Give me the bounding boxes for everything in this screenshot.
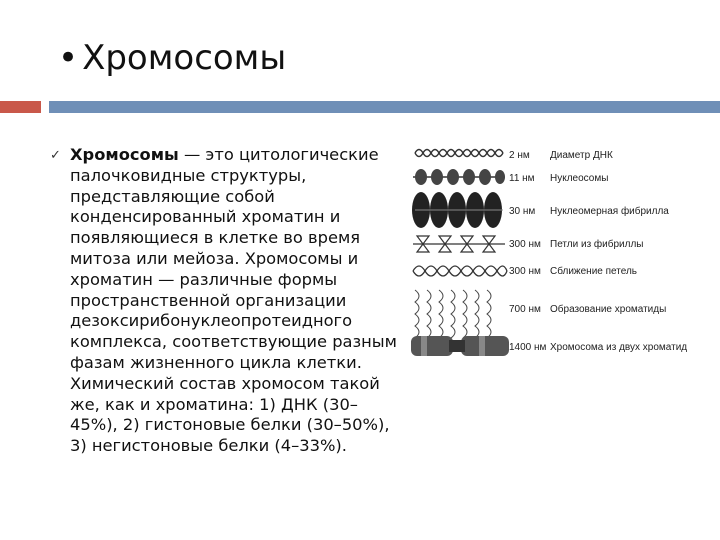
title-bullet: • xyxy=(58,38,79,78)
level-label: Сближение петель xyxy=(550,266,638,277)
accent-bar-blue xyxy=(49,101,720,113)
checkmark-bullet-icon: ✓ xyxy=(50,148,61,163)
size-label: 11 нм xyxy=(509,173,535,184)
level-label: Нуклеосомы xyxy=(550,173,609,184)
chromatin-diagram xyxy=(405,140,715,365)
size-label: 300 нм xyxy=(509,266,541,277)
loops-illustration xyxy=(413,236,505,252)
nucleosomes-illustration xyxy=(413,169,505,185)
size-label: 2 нм xyxy=(509,150,530,161)
figure-labels xyxy=(509,150,687,353)
level-label: Образование хроматиды xyxy=(550,304,667,315)
title-text: Хромосомы xyxy=(82,38,287,78)
fiber-30nm-illustration xyxy=(412,192,503,228)
size-label: 300 нм xyxy=(509,239,541,250)
size-label: 700 нм xyxy=(509,304,541,315)
chromatid-illustration xyxy=(415,290,491,338)
level-label: Петли из фибриллы xyxy=(550,239,644,250)
definition-text: — это цитологические палочковидные структуры, представляющие собой конденсированный хроматин и появляющиеся в клетке во время митоза или мейоза. Хромосомы и хроматин — различные формы пространственной организации дезоксирибонуклеопротеидного комплекса, соответствующие разным фазам жизненного цикла клетки. Химический состав хромосом такой же, как и хроматина: 1) ДНК (30–45%), 2) гистоновые белки (30–50%), 3) негистоновые белки (4–33%). xyxy=(70,145,397,456)
definition-paragraph xyxy=(70,145,405,457)
level-label: Хромосома из двух хроматид xyxy=(550,342,688,353)
size-label: 1400 нм xyxy=(509,342,547,353)
condensed-loops-illustration xyxy=(413,266,507,276)
dna-helix-illustration xyxy=(415,150,503,157)
level-label: Диаметр ДНК xyxy=(550,150,613,161)
size-label: 30 нм xyxy=(509,206,536,217)
chromosome-illustration xyxy=(411,336,509,356)
accent-bar-red xyxy=(0,101,41,113)
chromatin-levels-figure xyxy=(405,140,715,365)
slide-title xyxy=(58,36,286,80)
level-label: Нуклеомерная фибрилла xyxy=(550,206,669,217)
term: Хромосомы xyxy=(70,145,179,164)
